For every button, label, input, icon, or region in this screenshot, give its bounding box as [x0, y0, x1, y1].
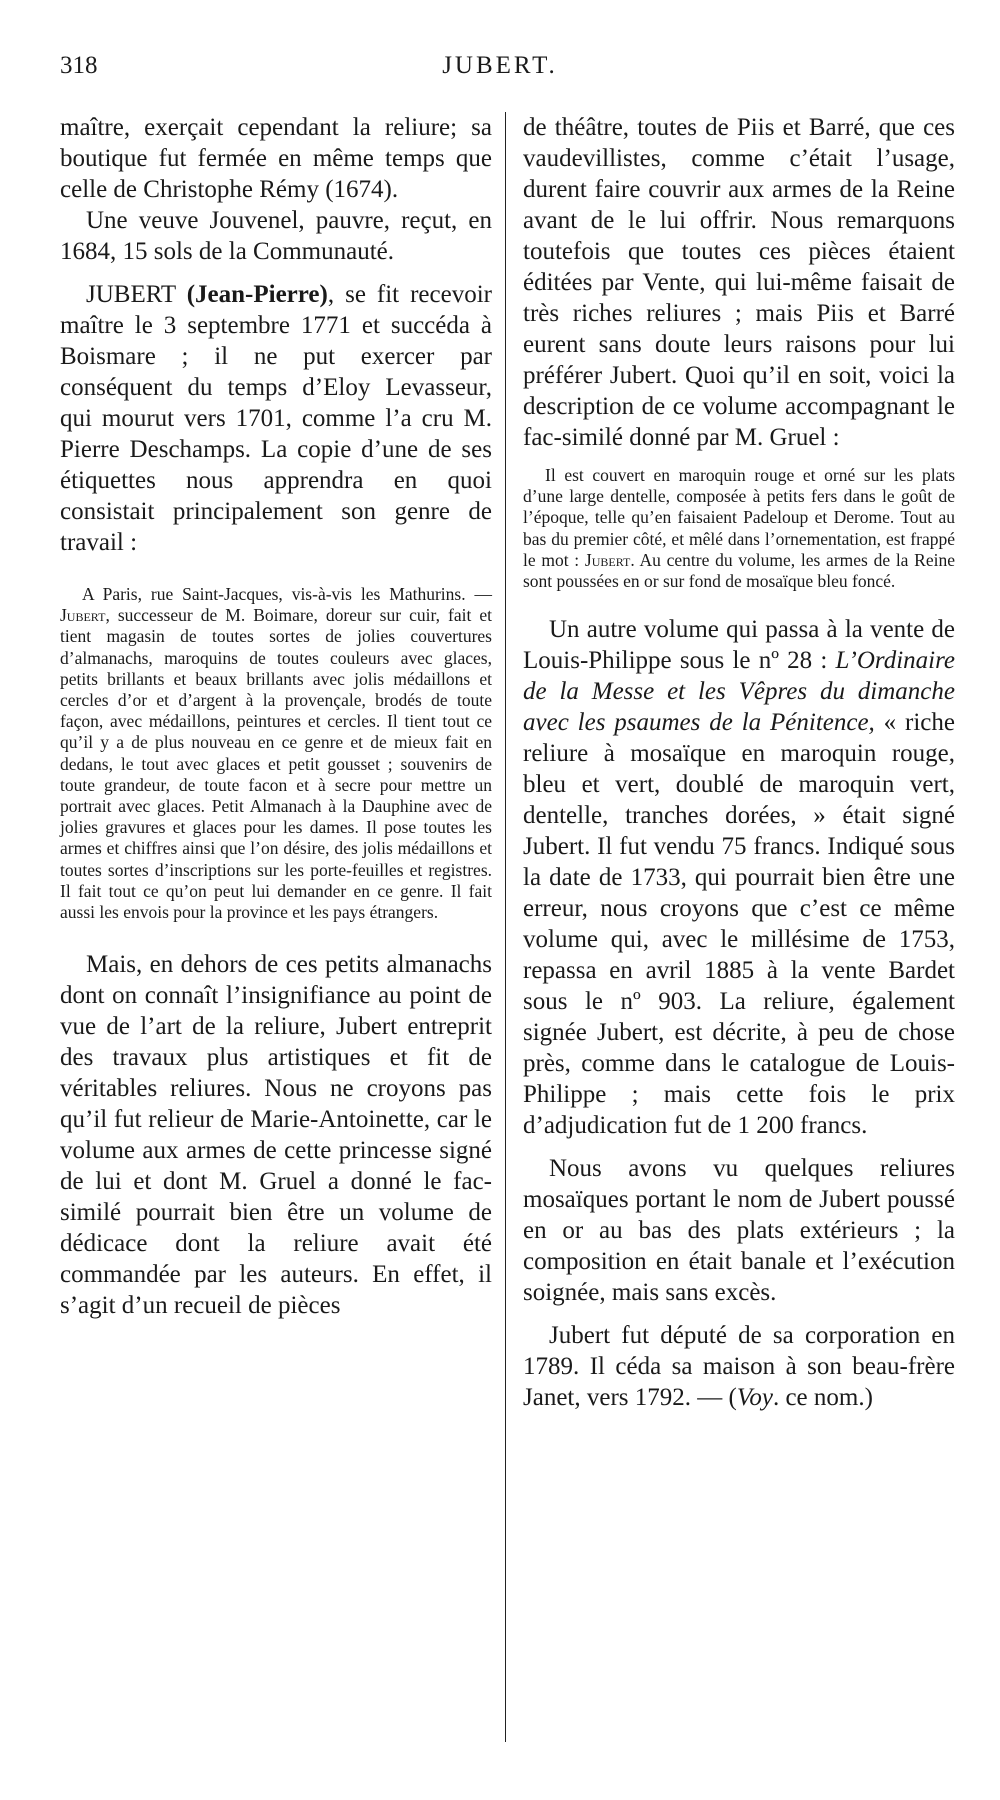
book-title: L’Ordinaire de la Messe et les Vêpres du dimanche avec les psaumes de la Pénitence,	[523, 647, 955, 737]
quote-text: A Paris, rue Saint-Jacques, vis-à-vis les Mathurins. —	[82, 584, 492, 604]
quote-text: , successeur de M. Boimare, doreur sur cuir, fait et tient magasin de toutes sortes de jolies couvertures d’almanachs, maroquins de toutes couleurs avec glaces, petits brillants et beaux brillants avec jolis médaillons et cercles d’or et d’argent à la provençale, brodés de toute façon, avec médaillons, peintures et cercles. Il tient tout ce qu’il y a de plus nouveau en ce genre et de mieux fait en dedans, le tout avec glaces et petit gousset ; souvenirs de toute grandeur, de toute facon et à secre pour mettre un portrait avec glaces. Petit Almanach à la Dauphine avec de jolies gravures et glaces pour les dames. Il pose toutes les armes et chiffres ainsi que l’on désire, des jolis médaillons et toutes sortes d’inscriptions sur les porte-feuilles et registres. Il fait tout ce qu’on peut lui demander en ce genre. Il fait aussi les envois pour la province et les pays étrangers.	[60, 605, 492, 923]
running-title: JUBERT.	[442, 52, 558, 79]
quote-smallcaps: Jubert	[584, 549, 631, 570]
paragraph: maître, exerçait cependant la reliure; sa boutique fut fermée en même temps que celle de Christophe Rémy (1674).	[60, 114, 492, 203]
page-number: 318	[60, 52, 98, 79]
paragraph-text: Un autre volume qui passa à la vente de Louis-Philippe sous le nº 28 :	[523, 616, 955, 675]
paragraph	[523, 1320, 955, 1413]
paragraph: de théâtre, toutes de Piis et Barré, que ces vaudevillistes, comme c’était l’usage, durent faire couvrir aux armes de la Reine avant de le lui offrir. Nous remarquons toutefois que toutes ces pièces étaient éditées par Vente, qui lui-même faisait de très riches reliures ; mais Piis et Barré eurent sans doute leurs raisons pour lui préférer Jubert. Quoi qu’il en soit, voici la description de ce volume accompagnant le fac-similé donné par M. Gruel :	[523, 114, 955, 451]
label-quotation	[60, 584, 492, 923]
page-header	[60, 52, 940, 92]
quote-text: . Au centre du volume, les armes de la Reine sont poussées en or sur fond de mosaïque bleu foncé.	[523, 549, 955, 592]
description-quotation	[523, 465, 955, 592]
paragraph: Une veuve Jouvenel, pauvre, reçut, en 1684, 15 sols de la Communauté.	[60, 207, 492, 265]
paragraph-text: Jubert fut député de sa corporation en 1789. Il céda sa maison à son beau-frère Janet, vers 1792. — (	[523, 1322, 955, 1412]
paragraph	[523, 614, 955, 1141]
left-column	[60, 112, 492, 1321]
quote-smallcaps: Jubert	[60, 605, 106, 626]
entry-text: , se fit recevoir maître le 3 septembre 1771 et succéda à Boismare ; il ne put exercer par conséquent du temps d’Eloy Levasseur, qui mourut vers 1701, comme l’a cru M. Pierre Deschamps. La copie d’une de ses étiquettes nous apprendra en quoi consistait principalement son genre de travail :	[60, 281, 492, 556]
paragraph: Mais, en dehors de ces petits almanachs dont on connaît l’insignifiance au point de vue de l’art de la reliure, Jubert entreprit des travaux plus artistiques et fit de véritables reliures. Nous ne croyons pas qu’il fut relieur de Marie-Antoinette, car le volume aux armes de cette princesse signé de lui et dont M. Gruel a donné le fac-similé pourrait bien être un volume de dédicace dont la reliure avait été commandée par les auteurs. En effet, il s’agit d’un recueil de pièces	[60, 951, 492, 1320]
quote-text: Il est couvert en maroquin rouge et orné sur les plats d’une large dentelle, composée à petits fers dans le goût de l’époque, telle qu’en faisaient Padeloup et Derome. Tout au bas du premier côté, et mêlé dans l’ornementation, est frappé le mot :	[523, 465, 955, 570]
column-divider	[505, 112, 506, 1742]
right-column	[523, 112, 955, 1413]
voy-abbrev: Voy	[736, 1384, 773, 1412]
paragraph-text: . ce nom.)	[772, 1384, 873, 1412]
paragraph: Nous avons vu quelques reliures mosaïques portant le nom de Jubert poussé en or au bas des plats extérieurs ; la composition en était banale et l’exécution soignée, mais sans excès.	[523, 1155, 955, 1307]
paragraph-text: « riche reliure à mosaïque en maroquin rouge, bleu et vert, doublé de maroquin vert, dentelle, tranches dorées, » était signé Jubert. Il fut vendu 75 francs. Indiqué sous la date de 1733, qui pourrait bien être une erreur, nous croyons que c’est ce même volume qui, avec le millésime de 1753, repassa en avril 1885 à la vente Bardet sous le nº 903. La reliure, également signée Jubert, est décrite, à peu de chose près, comme dans le catalogue de Louis-Philippe ; mais cette fois le prix d’adjudication fut de 1 200 francs.	[523, 709, 955, 1140]
entry-name: JUBERT	[86, 281, 187, 308]
paragraph-jubert-entry	[60, 279, 492, 558]
entry-name-bold: (Jean-Pierre)	[186, 281, 328, 308]
